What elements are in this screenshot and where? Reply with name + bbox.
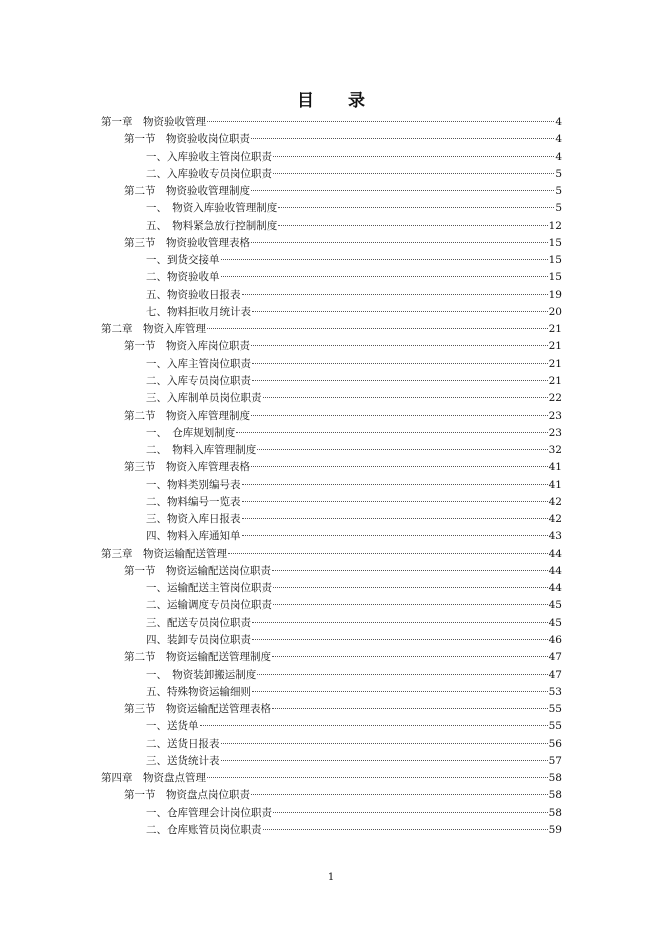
toc-entry-item[interactable]: [101, 218, 562, 235]
dot-leader: [251, 345, 548, 346]
dot-leader: [273, 156, 554, 157]
toc-entry-label: 七、物料拒收月统计表: [146, 305, 251, 318]
toc-entry-section[interactable]: [101, 338, 562, 355]
toc-entry-section[interactable]: [101, 787, 562, 804]
dot-leader: [273, 812, 548, 813]
dot-leader: [221, 276, 548, 277]
toc-entry-item[interactable]: [101, 425, 562, 442]
dot-leader: [278, 207, 554, 208]
dot-leader: [251, 190, 554, 191]
dot-leader: [207, 121, 554, 122]
toc-entry-label: 一、入库验收主管岗位职责: [146, 150, 272, 163]
toc-entry-label: 三、入库制单员岗位职责: [146, 392, 262, 405]
table-of-contents: [101, 114, 562, 839]
dot-leader: [273, 587, 548, 588]
toc-entry-item[interactable]: [101, 494, 562, 511]
toc-entry-page: 21: [548, 323, 562, 336]
toc-entry-item[interactable]: [101, 632, 562, 649]
toc-entry-item[interactable]: [101, 269, 562, 286]
toc-entry-label: 一、运输配送主管岗位职责: [146, 582, 272, 595]
dot-leader: [278, 225, 547, 226]
toc-entry-label: 一、 物资入库验收管理制度: [146, 202, 278, 215]
dot-leader: [251, 794, 548, 795]
dot-leader: [257, 674, 547, 675]
toc-entry-label: 一、仓库管理会计岗位职责: [146, 806, 272, 819]
dot-leader: [242, 294, 548, 295]
dot-leader: [251, 415, 548, 416]
toc-entry-item[interactable]: [101, 477, 562, 494]
dot-leader: [207, 777, 548, 778]
toc-entry-label: 第一节 物资入库岗位职责: [124, 340, 250, 353]
toc-entry-label: 二、入库专员岗位职责: [146, 374, 251, 387]
toc-entry-label: 五、 物料紧急放行控制制度: [146, 219, 278, 232]
toc-entry-label: 二、入库验收专员岗位职责: [146, 167, 272, 180]
toc-entry-item[interactable]: [101, 252, 562, 269]
dot-leader: [221, 743, 548, 744]
dot-leader: [273, 173, 554, 174]
toc-entry-page: 44: [548, 547, 562, 560]
toc-entry-item[interactable]: [101, 373, 562, 390]
toc-entry-item[interactable]: [101, 805, 562, 822]
toc-entry-label: 第三章 物资运输配送管理: [101, 547, 227, 560]
toc-entry-page: 5: [555, 167, 562, 180]
toc-entry-label: 二、 物料入库管理制度: [146, 444, 257, 457]
toc-entry-item[interactable]: [101, 667, 562, 684]
toc-entry-page: 59: [548, 823, 562, 836]
toc-entry-label: 四、装卸专员岗位职责: [146, 633, 251, 646]
toc-entry-page: 32: [548, 444, 562, 457]
dot-leader: [221, 259, 548, 260]
toc-entry-page: 20: [548, 305, 562, 318]
dot-leader: [272, 708, 548, 709]
toc-entry-page: 41: [548, 478, 562, 491]
dot-leader: [242, 484, 548, 485]
toc-entry-label: 第一节 物资验收岗位职责: [124, 133, 250, 146]
toc-entry-page: 21: [548, 374, 562, 387]
dot-leader: [251, 242, 548, 243]
dot-leader: [273, 604, 548, 605]
toc-entry-item[interactable]: [101, 718, 562, 735]
toc-entry-page: 4: [555, 116, 562, 128]
dot-leader: [252, 363, 548, 364]
toc-entry-page: 44: [548, 582, 562, 595]
toc-entry-page: 15: [548, 271, 562, 284]
toc-entry-item[interactable]: [101, 736, 562, 753]
toc-entry-label: 一、到货交接单: [146, 254, 220, 267]
toc-entry-section[interactable]: [101, 131, 562, 148]
toc-entry-page: 5: [555, 185, 562, 198]
toc-entry-section[interactable]: [101, 459, 562, 476]
toc-entry-section[interactable]: [101, 701, 562, 718]
page-number: 1: [327, 872, 335, 883]
toc-entry-label: 二、物资验收单: [146, 271, 220, 284]
toc-entry-label: 一、送货单: [146, 720, 199, 733]
toc-entry-item[interactable]: [101, 166, 562, 183]
dot-leader: [242, 535, 548, 536]
toc-entry-page: 45: [548, 599, 562, 612]
toc-entry-label: 二、物料编号一览表: [146, 495, 241, 508]
toc-entry-label: 第一节 物资运输配送岗位职责: [124, 564, 271, 577]
toc-entry-label: 二、仓库账管员岗位职责: [146, 823, 262, 836]
toc-entry-item[interactable]: [101, 580, 562, 597]
toc-entry-label: 三、送货统计表: [146, 754, 220, 767]
dot-leader: [252, 691, 548, 692]
toc-entry-page: 4: [555, 150, 562, 163]
toc-entry-page: 56: [548, 737, 562, 750]
toc-entry-label: 四、物料入库通知单: [146, 530, 241, 543]
toc-entry-item[interactable]: [101, 200, 562, 217]
toc-entry-label: 一、入库主管岗位职责: [146, 357, 251, 370]
toc-entry-page: 58: [548, 772, 562, 785]
toc-entry-page: 43: [548, 530, 562, 543]
toc-entry-label: 五、物资验收日报表: [146, 288, 241, 301]
toc-entry-chapter[interactable]: [101, 321, 562, 338]
dot-leader: [242, 518, 548, 519]
toc-entry-section[interactable]: [101, 408, 562, 425]
toc-entry-label: 五、特殊物资运输细则: [146, 685, 251, 698]
dot-leader: [236, 432, 547, 433]
toc-entry-label: 三、配送专员岗位职责: [146, 616, 251, 629]
toc-entry-label: 三、物资入库日报表: [146, 513, 241, 526]
toc-entry-label: 第三节 物资入库管理表格: [124, 461, 250, 474]
toc-entry-page: 4: [555, 133, 562, 146]
dot-leader: [263, 397, 548, 398]
toc-entry-item[interactable]: [101, 684, 562, 701]
dot-leader: [272, 570, 548, 571]
toc-entry-label: 第二章 物资入库管理: [101, 323, 206, 336]
dot-leader: [221, 760, 548, 761]
toc-entry-page: 42: [548, 495, 562, 508]
toc-entry-section[interactable]: [101, 649, 562, 666]
toc-entry-page: 41: [548, 461, 562, 474]
toc-entry-item[interactable]: [101, 149, 562, 166]
toc-entry-page: 23: [548, 426, 562, 439]
toc-entry-page: 5: [555, 202, 562, 215]
toc-entry-page: 53: [548, 685, 562, 698]
dot-leader: [251, 138, 554, 139]
page-title: 目 录: [297, 91, 379, 111]
dot-leader: [228, 553, 548, 554]
toc-entry-item[interactable]: [101, 304, 562, 321]
toc-entry-page: 57: [548, 754, 562, 767]
dot-leader: [207, 328, 548, 329]
toc-entry-label: 二、送货日报表: [146, 737, 220, 750]
toc-entry-label: 第三节 物资验收管理表格: [124, 236, 250, 249]
toc-entry-page: 58: [548, 789, 562, 802]
toc-entry-label: 第一节 物资盘点岗位职责: [124, 789, 250, 802]
toc-entry-page: 45: [548, 616, 562, 629]
dot-leader: [272, 656, 548, 657]
toc-entry-section[interactable]: [101, 563, 562, 580]
dot-leader: [252, 311, 548, 312]
toc-entry-item[interactable]: [101, 390, 562, 407]
toc-entry-item[interactable]: [101, 753, 562, 770]
toc-entry-item[interactable]: [101, 597, 562, 614]
toc-entry-item[interactable]: [101, 356, 562, 373]
toc-entry-label: 第四章 物资盘点管理: [101, 772, 206, 785]
toc-entry-page: 47: [548, 651, 562, 664]
toc-entry-chapter[interactable]: [101, 546, 562, 563]
toc-entry-item[interactable]: [101, 528, 562, 545]
toc-entry-label: 第二节 物资入库管理制度: [124, 409, 250, 422]
toc-entry-page: 15: [548, 254, 562, 267]
toc-entry-page: 55: [548, 703, 562, 716]
toc-entry-item[interactable]: [101, 511, 562, 528]
dot-leader: [257, 449, 547, 450]
dot-leader: [252, 622, 548, 623]
toc-entry-page: 15: [548, 236, 562, 249]
dot-leader: [263, 829, 548, 830]
toc-entry-item[interactable]: [101, 287, 562, 304]
toc-entry-page: 23: [548, 409, 562, 422]
toc-entry-label: 第二节 物资运输配送管理制度: [124, 651, 271, 664]
dot-leader: [251, 466, 548, 467]
toc-entry-item[interactable]: [101, 615, 562, 632]
dot-leader: [252, 639, 548, 640]
toc-entry-page: 21: [548, 340, 562, 353]
toc-entry-page: 42: [548, 513, 562, 526]
toc-entry-label: 一、 仓库规划制度: [146, 426, 236, 439]
toc-entry-page: 47: [548, 668, 562, 681]
toc-entry-chapter[interactable]: [101, 770, 562, 787]
toc-entry-label: 一、 物资装卸搬运制度: [146, 668, 257, 681]
toc-entry-item[interactable]: [101, 822, 562, 839]
toc-entry-page: 46: [548, 633, 562, 646]
dot-leader: [242, 501, 548, 502]
dot-leader: [252, 380, 548, 381]
dot-leader: [200, 725, 548, 726]
toc-entry-page: 55: [548, 720, 562, 733]
toc-entry-chapter[interactable]: [101, 114, 562, 131]
toc-entry-page: 21: [548, 357, 562, 370]
toc-entry-page: 12: [548, 219, 562, 232]
toc-entry-page: 58: [548, 806, 562, 819]
toc-entry-item[interactable]: [101, 442, 562, 459]
toc-entry-label: 一、物料类别编号表: [146, 478, 241, 491]
toc-entry-label: 第三节 物资运输配送管理表格: [124, 703, 271, 716]
toc-entry-page: 22: [548, 392, 562, 405]
toc-entry-label: 第一章 物资验收管理: [101, 116, 206, 128]
toc-entry-label: 第二节 物资验收管理制度: [124, 185, 250, 198]
toc-entry-page: 19: [548, 288, 562, 301]
toc-entry-section[interactable]: [101, 183, 562, 200]
toc-entry-label: 二、运输调度专员岗位职责: [146, 599, 272, 612]
toc-entry-section[interactable]: [101, 235, 562, 252]
toc-entry-page: 44: [548, 564, 562, 577]
